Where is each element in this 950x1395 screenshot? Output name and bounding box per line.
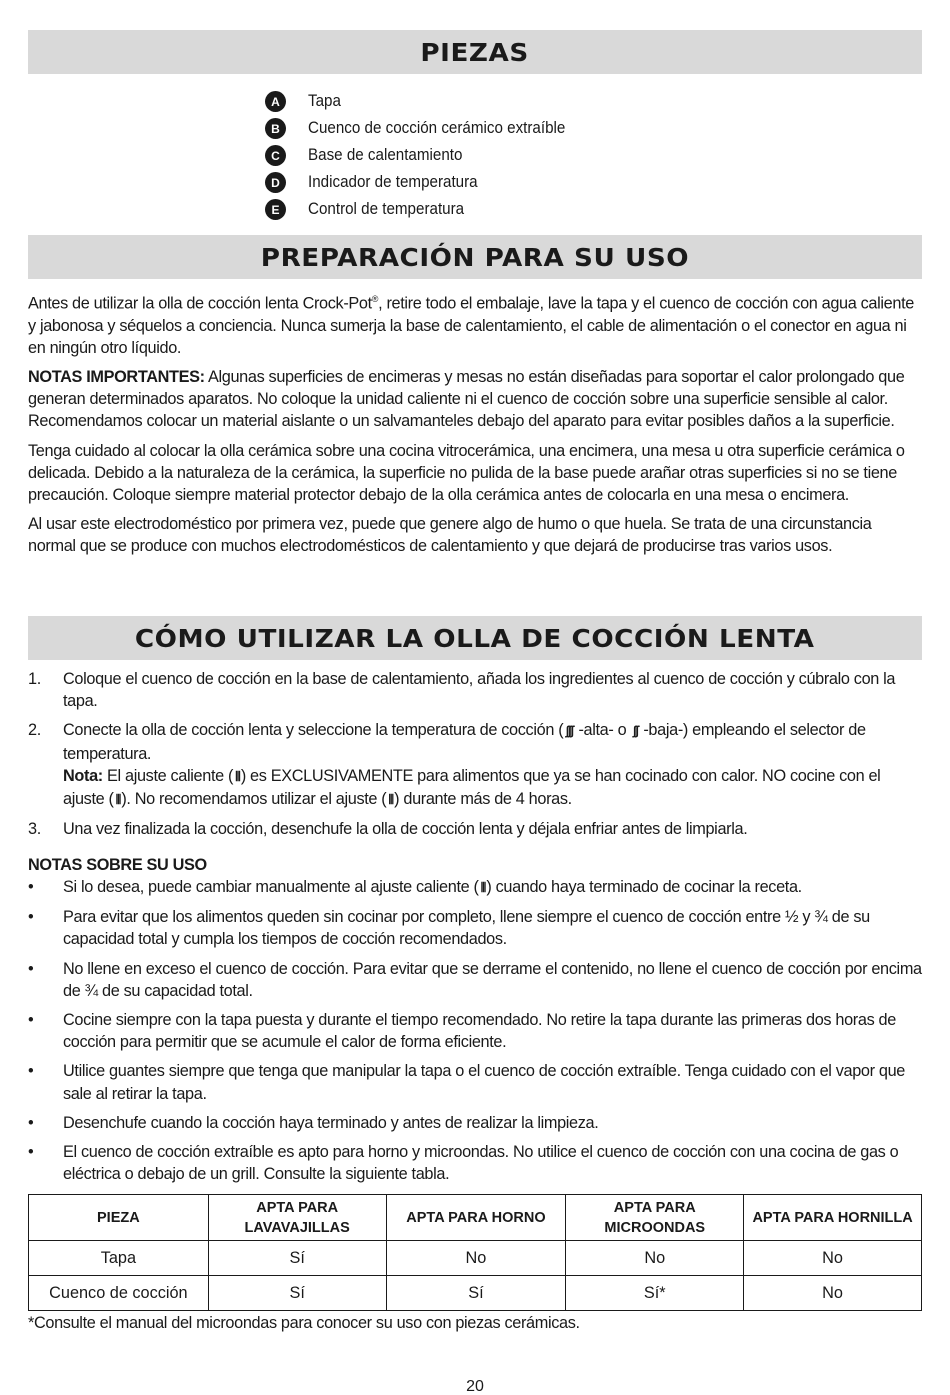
registered-mark: ® bbox=[371, 294, 379, 304]
table-cell: No bbox=[386, 1241, 566, 1276]
paragraph-text: Antes de utilizar la olla de cocción lenta Crock-Pot bbox=[28, 294, 372, 313]
high-heat-icon: ʃʃʃ bbox=[565, 723, 573, 739]
low-heat-icon: ʃʃ bbox=[632, 723, 638, 739]
table-header-cell bbox=[566, 1195, 744, 1241]
part-letter-badge: D bbox=[265, 172, 286, 193]
part-label: Indicador de temperatura bbox=[308, 173, 478, 191]
step-text: ). No recomendamos utilizar el ajuste ( bbox=[121, 790, 387, 809]
section-title-como-utilizar: CÓMO UTILIZAR LA OLLA DE COCCIÓN LENTA bbox=[135, 623, 815, 653]
bullet-mark: • bbox=[28, 1113, 34, 1132]
preparacion-paragraph: Al usar este electrodoméstico por primera vez, puede que genere algo de humo o que huela. Se trata de una circunstancia normal que se produce con muchos electrodomésticos de calentamiento y que dejará de producirse tras varios usos. bbox=[28, 515, 872, 556]
table-cell: Sí bbox=[208, 1276, 386, 1311]
bullet-text: Cocine siempre con la tapa puesta y durante el tiempo recomendado. No retire la tapa durante las primeras dos horas de cocción para permitir que se acumule el calor de forma eficiente. bbox=[63, 1011, 896, 1052]
nota-label: Nota: bbox=[63, 766, 103, 785]
table-cell: Sí bbox=[386, 1276, 566, 1311]
table-cell: Tapa bbox=[29, 1241, 209, 1276]
bullet-text: Para evitar que los alimentos queden sin cocinar por completo, llene siempre el cuenco de cocción entre ½ y ¾ de su capacidad total y cumpla los tiempos de cocción recomendados. bbox=[63, 908, 870, 949]
step-text: ) durante más de 4 horas. bbox=[394, 790, 572, 809]
table-header-cell bbox=[29, 1195, 209, 1241]
table-header-cell bbox=[386, 1195, 566, 1241]
section-banner-como-utilizar bbox=[28, 616, 922, 660]
part-item bbox=[265, 115, 588, 142]
bullet-mark: • bbox=[28, 959, 34, 978]
step-item bbox=[28, 668, 922, 712]
paragraph-text: , retire todo el embalaje, lave la tapa y el cuenco de cocción con agua caliente y jabonosa y séquelos a conciencia. Nunca sumerja la base de calentamiento, el cable de alimentación o el conector en agua ni en ningún otro líquido. bbox=[28, 294, 914, 357]
table-header-cell bbox=[744, 1195, 922, 1241]
step-text: Una vez finalizada la cocción, desenchufe la olla de cocción lenta y déjala enfriar antes de limpiarla. bbox=[63, 820, 748, 839]
step-number: 3. bbox=[28, 820, 41, 839]
preparacion-body bbox=[28, 288, 922, 565]
bullet-item bbox=[28, 876, 922, 899]
section-banner-preparacion bbox=[28, 235, 922, 279]
bullet-mark: • bbox=[28, 878, 34, 896]
bullet-item bbox=[28, 1112, 922, 1134]
bullet-text: Utilice guantes siempre que tenga que manipular la tapa o el cuenco de cocción extraíble. Tenga cuidado con el vapor que sale al retirar la tapa. bbox=[63, 1062, 905, 1103]
bullet-text: ) cuando haya terminado de cocinar la receta. bbox=[486, 878, 802, 896]
bullet-text: Desenchufe cuando la cocción haya terminado y antes de realizar la limpieza. bbox=[63, 1113, 599, 1132]
bullet-text: El cuenco de cocción extraíble es apto para horno y microondas. No utilice el cuenco de cocción con una cocina de gas o eléctrica o debajo de un grill. Consulte la siguiente tabla. bbox=[63, 1143, 899, 1184]
table-cell: Cuenco de cocción bbox=[29, 1276, 209, 1311]
page-number: 20 bbox=[466, 1378, 484, 1395]
step-text: -baja-) empleando el selector de temperatura. bbox=[63, 721, 866, 763]
important-notes-label: NOTAS IMPORTANTES: bbox=[28, 368, 205, 387]
header-text: LAVAVAJILLAS bbox=[244, 1219, 350, 1236]
table-row bbox=[29, 1241, 922, 1276]
section-banner-piezas bbox=[28, 30, 922, 74]
bullet-mark: • bbox=[28, 1143, 34, 1162]
part-item bbox=[265, 142, 588, 169]
header-text: APTA PARA bbox=[256, 1199, 339, 1216]
important-notes-paragraph bbox=[28, 366, 922, 433]
part-letter-badge: B bbox=[265, 118, 286, 139]
part-item bbox=[265, 88, 588, 115]
part-label: Base de calentamiento bbox=[308, 146, 463, 164]
warm-setting-icon: ⦀ bbox=[115, 792, 120, 808]
step-number: 1. bbox=[28, 670, 41, 688]
parts-list bbox=[265, 88, 588, 223]
notas-uso-title: NOTAS SOBRE SU USO bbox=[28, 856, 207, 874]
section-title-preparacion: PREPARACIÓN PARA SU USO bbox=[260, 242, 690, 272]
table-cell: No bbox=[744, 1276, 922, 1311]
part-letter-badge: E bbox=[265, 199, 286, 220]
header-text: PIEZA bbox=[97, 1209, 140, 1226]
bullet-mark: • bbox=[28, 908, 34, 927]
header-text: MICROONDAS bbox=[604, 1219, 706, 1236]
bullet-text: Si lo desea, puede cambiar manualmente al ajuste caliente ( bbox=[63, 878, 479, 896]
como-utilizar-steps bbox=[28, 668, 922, 847]
table-cell: No bbox=[744, 1241, 922, 1276]
compatibility-table bbox=[28, 1194, 922, 1311]
bullet-text: No llene en exceso el cuenco de cocción. Para evitar que se derrame el contenido, no llene el cuenco de cocción por encima de ¾ de su capacidad total. bbox=[63, 959, 922, 1000]
step-text: -alta- o bbox=[574, 721, 631, 740]
step-text: El ajuste caliente ( bbox=[102, 766, 234, 785]
preparacion-paragraph: Tenga cuidado al colocar la olla cerámica sobre una cocina vitrocerámica, una encimera, una mesa u otra superficie cerámica o delicada. Debido a la naturaleza de la cerámica, la superficie no pulida de la base puede arañar otras superficies si no se tiene precaución. Coloque siempre material protector debajo de la olla cerámica antes de colocarla en una mesa o encimera. bbox=[28, 441, 905, 505]
step-number: 2. bbox=[28, 721, 41, 740]
table-row bbox=[29, 1276, 922, 1311]
bullet-item bbox=[28, 1009, 922, 1053]
bullet-mark: • bbox=[28, 1062, 34, 1081]
warm-setting-icon: ⦀ bbox=[480, 880, 485, 895]
preparacion-paragraph bbox=[28, 288, 922, 359]
part-item bbox=[265, 196, 588, 223]
part-label: Control de temperatura bbox=[308, 200, 465, 218]
step-item bbox=[28, 719, 922, 811]
bullet-item bbox=[28, 1141, 922, 1185]
table-cell: Sí bbox=[208, 1241, 386, 1276]
notas-uso bbox=[28, 854, 922, 1192]
bullet-mark: • bbox=[28, 1011, 34, 1030]
step-text: Coloque el cuenco de cocción en la base de calentamiento, añada los ingredientes al cuenco de cocción y cúbralo con la tapa. bbox=[63, 670, 896, 711]
step-text: Conecte la olla de cocción lenta y seleccione la temperatura de cocción ( bbox=[63, 721, 564, 740]
warm-setting-icon: ⦀ bbox=[235, 768, 239, 784]
step-text: ) es EXCLUSIVAMENTE para alimentos que ya se han cocinado con calor. NO cocine con el ajuste ( bbox=[63, 766, 881, 809]
warm-setting-icon: ⦀ bbox=[388, 792, 393, 808]
header-text: APTA PARA HORNO bbox=[406, 1209, 546, 1226]
header-text: APTA PARA bbox=[613, 1199, 696, 1216]
bullet-item bbox=[28, 906, 922, 950]
part-label: Cuenco de cocción cerámico extraíble bbox=[308, 119, 566, 137]
bullet-item bbox=[28, 1060, 922, 1104]
bullet-item bbox=[28, 958, 922, 1002]
paragraph-text: Algunas superficies de encimeras y mesas no están diseñadas para soportar el calor prolongado que generan determinados aparatos. No coloque la unidad caliente ni el cuenco de cocción sobre una superficie sensible al calor. Recomendamos colocar un material aislante o un salvamanteles debajo del aparato para evitar posibles daños a la superficie. bbox=[28, 368, 905, 431]
table-cell: No bbox=[566, 1241, 744, 1276]
table-header-row bbox=[29, 1195, 922, 1241]
part-letter-badge: A bbox=[265, 91, 286, 112]
part-item bbox=[265, 169, 588, 196]
section-title-piezas: PIEZAS bbox=[420, 37, 530, 67]
header-text: APTA PARA HORNILLA bbox=[752, 1209, 913, 1226]
table-footnote: *Consulte el manual del microondas para conocer su uso con piezas cerámicas. bbox=[28, 1314, 580, 1332]
table-header-cell bbox=[208, 1195, 386, 1241]
table-cell: Sí* bbox=[566, 1276, 744, 1311]
part-letter-badge: C bbox=[265, 145, 286, 166]
step-item bbox=[28, 818, 922, 840]
part-label: Tapa bbox=[308, 92, 341, 110]
